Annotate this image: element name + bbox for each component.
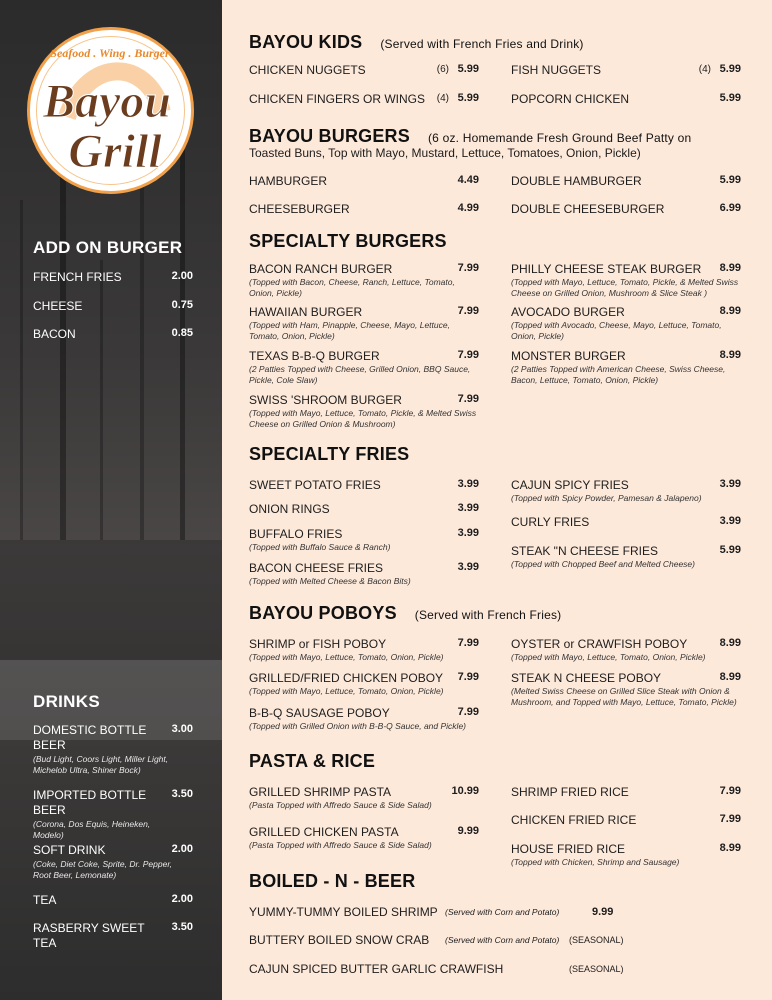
drinks-heading: DRINKS <box>33 692 100 711</box>
drink-item: DOMESTIC BOTTLE BEER 3.00 (Bud Light, Coors Light, Miller Light, Michelob Ultra, Shiner Bock) <box>33 723 193 775</box>
menu-item: TEXAS B-B-Q BURGER 7.99 (2 Patties Topped with Cheese, Grilled Onion, BBQ Sauce, Pickle, Cole Slaw) <box>249 349 479 385</box>
menu-item: SWISS 'SHROOM BURGER 7.99 (Topped with Mayo, Lettuce, Tomato, Pickle, & Melted Swiss Cheese on Grilled Onion & Mushroom) <box>249 393 479 429</box>
menu-item: HAMBURGER 4.49 <box>249 174 479 188</box>
menu-item: DOUBLE HAMBURGER 5.99 <box>511 174 741 188</box>
menu-item: BUFFALO FRIES 3.99 (Topped with Buffalo Sauce & Ranch) <box>249 527 479 552</box>
menu-item: BACON CHEESE FRIES 3.99 (Topped with Melted Cheese & Bacon Bits) <box>249 561 479 586</box>
drink-item: SOFT DRINK 2.00 (Coke, Diet Coke, Sprite, Dr. Pepper, Root Beer, Lemonate) <box>33 843 193 880</box>
menu-item: MONSTER BURGER 8.99 (2 Patties Topped with American Cheese, Swiss Cheese, Bacon, Lettuce, Tomato, Onion, Pickle) <box>511 349 741 385</box>
svg-text:Bayou: Bayou <box>42 75 172 128</box>
menu-item: SHRIMP FRIED RICE 7.99 <box>511 785 741 799</box>
menu-item: DOUBLE CHEESEBURGER 6.99 <box>511 202 741 216</box>
menu-item: CAJUN SPICY FRIES 3.99 (Topped with Spicy Powder, Pamesan & Jalapeno) <box>511 478 741 503</box>
menu-item: STEAK N CHEESE POBOY 8.99 (Melted Swiss Cheese on Grilled Slice Steak with Onion & Mushroom, and Topped with Mayo, Lettuce, Tomato, Pickle) <box>511 671 741 707</box>
svg-text:Seafood . Wing . Burger: Seafood . Wing . Burger <box>50 46 170 60</box>
section-title-poboys: BAYOU POBOYS (Served with French Fries) <box>249 603 562 623</box>
menu-item: CHICKEN FINGERS OR WINGS (4) 5.99 <box>249 92 479 106</box>
menu-item: STEAK "N CHEESE FRIES 5.99 (Topped with Chopped Beef and Melted Cheese) <box>511 544 741 569</box>
menu-item: BUTTERY BOILED SNOW CRAB (Served with Corn and Potato) (SEASONAL) <box>249 933 624 947</box>
menu-item: OYSTER or CRAWFISH POBOY 8.99 (Topped with Mayo, Lettuce, Tomato, Onion, Pickle) <box>511 637 741 662</box>
addon-item: FRENCH FRIES 2.00 <box>33 270 193 284</box>
menu-item: GRILLED/FRIED CHICKEN POBOY 7.99 (Topped with Mayo, Lettuce, Tomato, Onion, Pickle) <box>249 671 479 696</box>
menu-item: GRILLED CHICKEN PASTA 9.99 (Pasta Topped with Affredo Sauce & Side Salad) <box>249 825 479 850</box>
menu-item: HOUSE FRIED RICE 8.99 (Topped with Chicken, Shrimp and Sausage) <box>511 842 741 867</box>
menu-item: YUMMY-TUMMY BOILED SHRIMP (Served with Corn and Potato) 9.99 <box>249 905 614 919</box>
addon-item: BACON 0.85 <box>33 327 193 341</box>
menu-item: CURLY FRIES 3.99 <box>511 515 741 529</box>
section-title-specialty-burgers: SPECIALTY BURGERS <box>249 231 447 251</box>
add-on-heading: ADD ON BURGER <box>33 238 183 257</box>
section-title-kids: BAYOU KIDS (Served with French Fries and Drink) <box>249 32 584 52</box>
menu-item: CHEESEBURGER 4.99 <box>249 202 479 216</box>
menu-item: CHICKEN NUGGETS (6) 5.99 <box>249 63 479 77</box>
menu-item: GRILLED SHRIMP PASTA 10.99 (Pasta Topped with Affredo Sauce & Side Salad) <box>249 785 479 810</box>
menu-item: CAJUN SPICED BUTTER GARLIC CRAWFISH (SEASONAL) <box>249 962 624 976</box>
section-title-pasta: PASTA & RICE <box>249 751 376 771</box>
bayou-grill-logo <box>27 27 194 194</box>
menu-item: FISH NUGGETS (4) 5.99 <box>511 63 741 77</box>
menu-item: PHILLY CHEESE STEAK BURGER 8.99 (Topped with Mayo, Lettuce, Tomato, Pickle, & Melted Swiss Cheese on Grilled Onion, Mushroom & Slice Steak ) <box>511 262 741 298</box>
menu-item: ONION RINGS 3.99 <box>249 502 479 516</box>
menu-item: SWEET POTATO FRIES 3.99 <box>249 478 479 492</box>
menu-item: AVOCADO BURGER 8.99 (Topped with Avocado, Cheese, Mayo, Lettuce, Tomato, Onion, Pickle) <box>511 305 741 341</box>
menu-item: SHRIMP or FISH POBOY 7.99 (Topped with Mayo, Lettuce, Tomato, Onion, Pickle) <box>249 637 479 662</box>
sidebar <box>0 0 222 1000</box>
section-title-fries: SPECIALTY FRIES <box>249 444 410 464</box>
menu-item: CHICKEN FRIED RICE 7.99 <box>511 813 741 827</box>
section-title-boiled: BOILED - N - BEER <box>249 871 416 891</box>
drink-item: RASBERRY SWEET TEA 3.50 <box>33 921 193 950</box>
section-title-burgers: BAYOU BURGERS (6 oz. Homemande Fresh Ground Beef Patty on <box>249 126 692 146</box>
drink-item: TEA 2.00 <box>33 893 193 907</box>
menu-item: HAWAIIAN BURGER 7.99 (Topped with Ham, Pinapple, Cheese, Mayo, Lettuce, Tomato, Onion, Pickle) <box>249 305 479 341</box>
menu-item: POPCORN CHICKEN 5.99 <box>511 92 741 106</box>
svg-text:Grill: Grill <box>68 125 162 178</box>
burgers-note: Toasted Buns, Top with Mayo, Mustard, Lettuce, Tomatoes, Onion, Pickle) <box>249 146 641 160</box>
drink-item: IMPORTED BOTTLE BEER 3.50 (Corona, Dos Equis, Heineken, Modelo) <box>33 788 193 840</box>
menu-item: B-B-Q SAUSAGE POBOY 7.99 (Topped with Grilled Onion with B-B-Q Sauce, and Pickle) <box>249 706 479 731</box>
addon-item: CHEESE 0.75 <box>33 299 193 313</box>
menu-item: BACON RANCH BURGER 7.99 (Topped with Bacon, Cheese, Ranch, Lettuce, Tomato, Onion, Pickle) <box>249 262 479 298</box>
